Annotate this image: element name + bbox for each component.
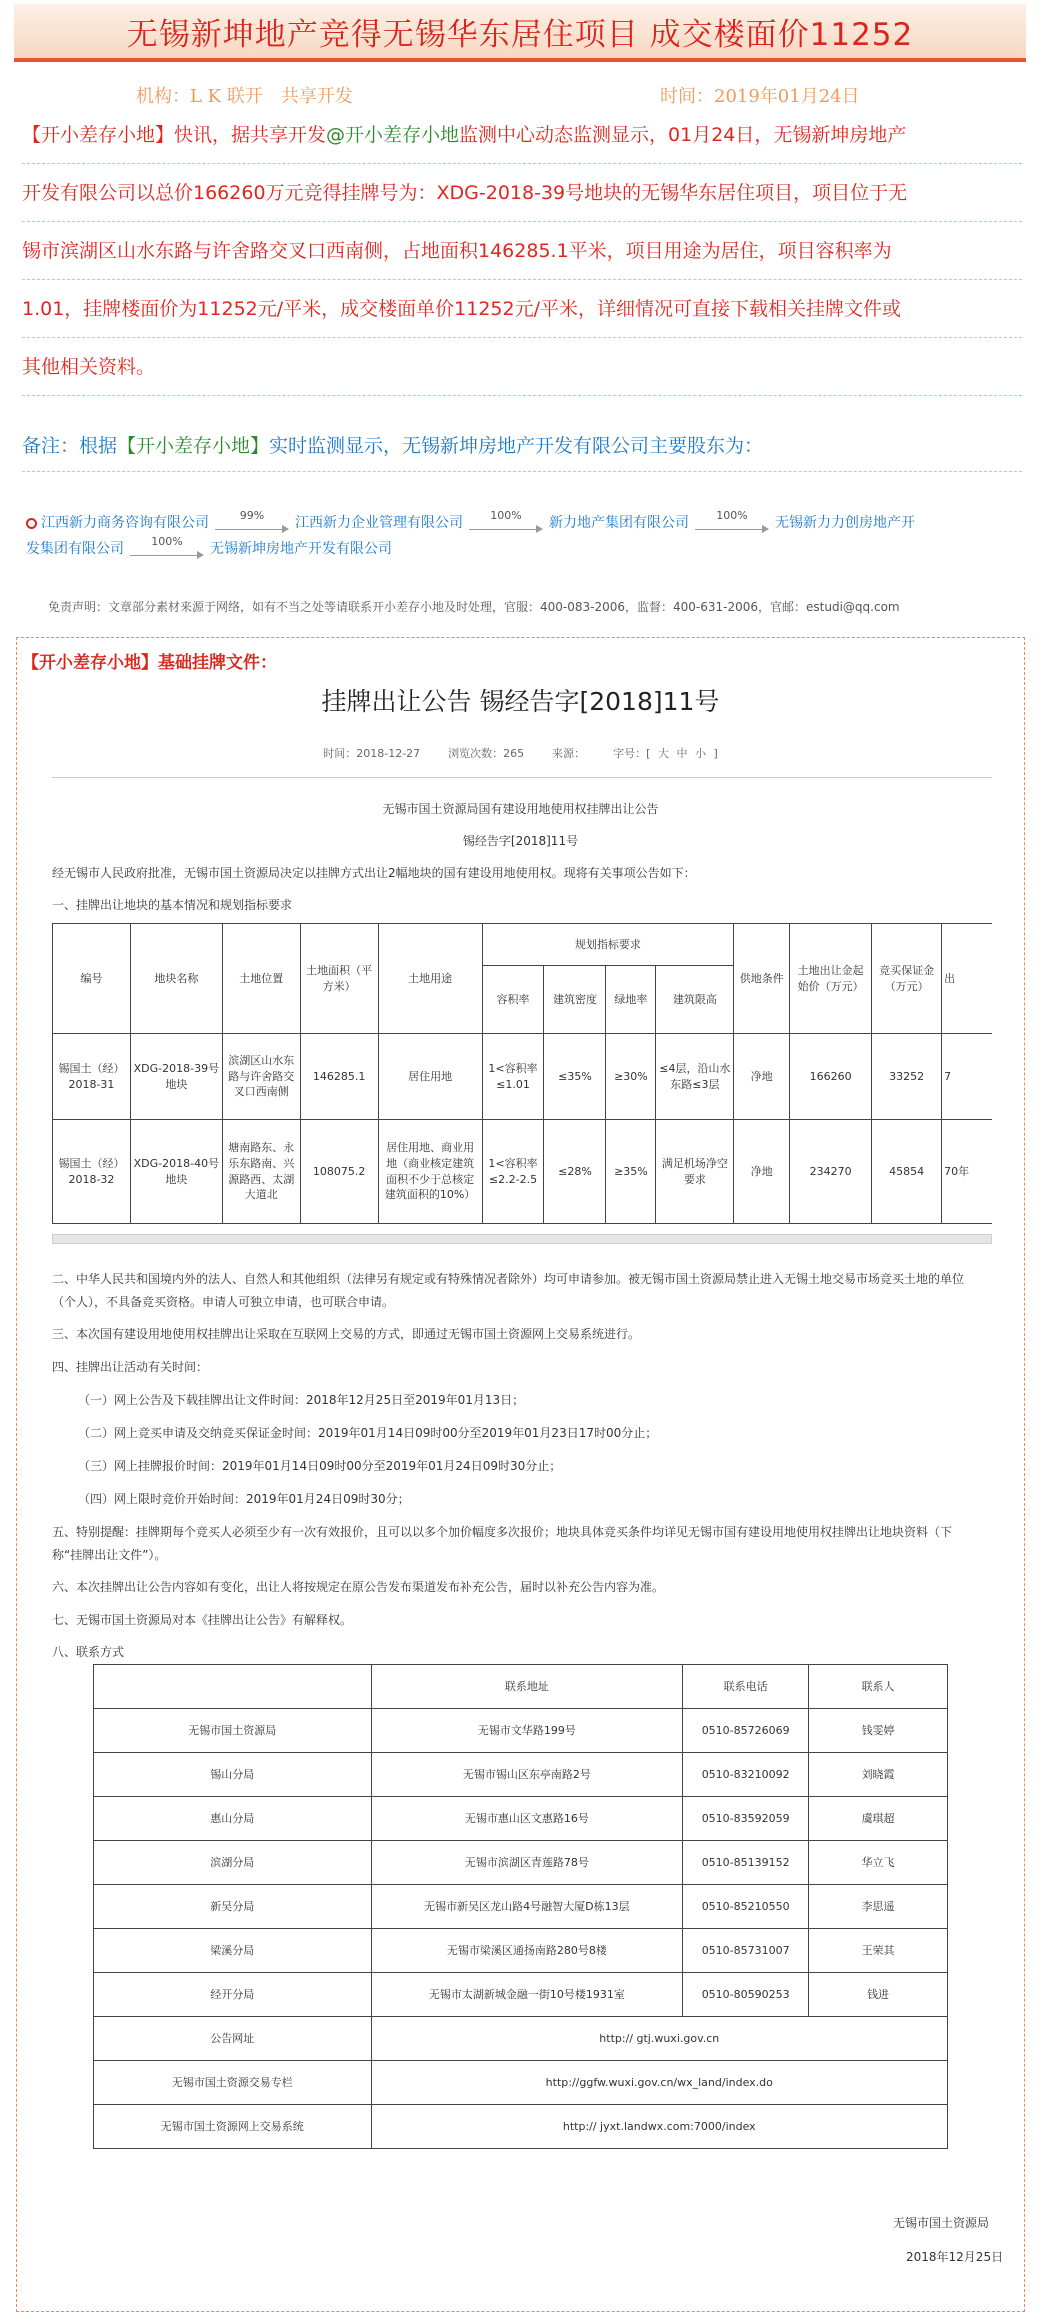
doc-views-label: 浏览次数：	[448, 747, 504, 760]
cell-start-price: 234270	[790, 1120, 872, 1224]
arrow-right-icon	[469, 508, 543, 530]
land-table	[52, 923, 992, 1224]
cell-area: 146285.1	[300, 1034, 378, 1120]
chain-company-link[interactable]: 新力地产集团有限公司	[549, 515, 689, 531]
section-text: 称“挂牌出让文件”）。	[52, 1548, 167, 1562]
chain-company-link[interactable]: 江西新力企业管理有限公司	[295, 515, 463, 531]
cell-green: ≥30%	[606, 1034, 656, 1120]
paragraph-line: 开发有限公司以总价166260万元竞得挂牌号为：XDG-2018-39号地块的无锡华东居住项目，项目位于无	[22, 164, 1022, 222]
paragraph-line	[22, 106, 1022, 164]
cell-green: ≥35%	[606, 1120, 656, 1224]
cell-phone: 0510-85726069	[683, 1709, 809, 1753]
cell-name: XDG-2018-39号地块	[130, 1034, 222, 1120]
signature-org: 无锡市国土资源局	[893, 2216, 990, 2230]
doc-subtitle-number: 锡经告字[2018]11号	[462, 834, 579, 848]
note-suffix: 实时监测显示，无锡新坤房地产开发有限公司主要股东为：	[269, 435, 764, 457]
shareholder-note	[22, 420, 1022, 472]
th-name: 地块名称	[130, 924, 222, 1034]
chain-company-link[interactable]: 无锡新坤房地产开发有限公司	[210, 541, 392, 557]
cell-org: 无锡市国土资源局	[94, 1709, 372, 1753]
cell-density: ≤35%	[544, 1034, 606, 1120]
font-size-selector[interactable]: 字号：[ 大 中 小 ]	[613, 747, 718, 760]
cell-phone: 0510-83592059	[683, 1797, 809, 1841]
doc-info-bar	[0, 745, 1041, 761]
table-row	[94, 2061, 948, 2105]
cell-phone: 0510-80590253	[683, 1973, 809, 2017]
th-location: 土地位置	[222, 924, 300, 1034]
timeline-item: （四）网上限时竞价开始时间：2019年01月24日09时30分；	[78, 1492, 410, 1506]
table-row	[94, 2105, 948, 2149]
cell-person: 李思遥	[809, 1885, 948, 1929]
banner-title: 无锡新坤地产竞得无锡华东居住项目 成交楼面价11252	[126, 16, 914, 53]
th-far: 容积率	[482, 966, 544, 1034]
cell-start-price: 166260	[790, 1034, 872, 1120]
cell-phone: 0510-83210092	[683, 1753, 809, 1797]
cell-phone: 0510-85210550	[683, 1885, 809, 1929]
title-banner	[14, 4, 1026, 62]
table-header-row	[94, 1665, 948, 1709]
paragraph-line: 1.01，挂牌楼面价为11252元/平米，成交楼面单价11252元/平米，详细情况可直接下载相关挂牌文件或	[22, 280, 1022, 338]
th-start-price: 土地出让金起始价（万元）	[790, 924, 872, 1034]
th-id: 编号	[53, 924, 131, 1034]
section-text: 六、本次挂牌出让公告内容如有变化，出让人将按规定在原公告发布渠道发布补充公告，届时以补充公告内容为准。	[52, 1580, 665, 1594]
cell-org: 锡山分局	[94, 1753, 372, 1797]
section-text: 四、挂牌出让活动有关时间：	[52, 1360, 209, 1374]
paragraph-text: 监测中心动态监测显示，01月24日，无锡新坤房地产	[459, 124, 907, 146]
cell-phone: 0510-85139152	[683, 1841, 809, 1885]
section-heading: 一、挂牌出让地块的基本情况和规划指标要求	[52, 898, 293, 912]
website-link[interactable]: http:// jyxt.landwx.com:7000/index	[371, 2105, 947, 2149]
arrow-right-icon	[695, 508, 769, 530]
brand-mention: @开小差存小地	[326, 124, 460, 146]
arrow-right-icon	[130, 534, 204, 556]
cell-person: 钱雯婷	[809, 1709, 948, 1753]
cell-org: 梁溪分局	[94, 1929, 372, 1973]
table-row	[53, 1034, 993, 1120]
section-text: （个人），不具备竞买资格。申请人可独立申请，也可联合申请。	[52, 1295, 395, 1309]
cell-height: ≤4层，沿山水东路≤3层	[656, 1034, 734, 1120]
disclaimer: 免责声明：文章部分素材来源于网络，如有不当之处等请联系开小差存小地及时处理，官服：400-083-2006，监督：400-631-2006，官邮：estudi@qq.com	[48, 600, 900, 614]
cell-name: XDG-2018-40号地块	[130, 1120, 222, 1224]
news-paragraph	[22, 106, 1022, 396]
doc-subtitle: 无锡市国土资源局国有建设用地使用权挂牌出让公告	[382, 802, 659, 816]
section-text: 五、特别提醒：挂牌期每个竞买人必须至少有一次有效报价，且可以以多个加价幅度多次报价；地块具体竞买条件均详见无锡市国有建设用地使用权挂牌出让地块资料（下	[52, 1525, 953, 1539]
cell-area: 108075.2	[300, 1120, 378, 1224]
cell-deposit: 33252	[872, 1034, 942, 1120]
table-row	[94, 1797, 948, 1841]
chain-company-link[interactable]: 无锡新力力创房地产开	[775, 515, 915, 531]
frame-title: 【开小差存小地】基础挂牌文件：	[22, 653, 277, 673]
share-percent: 100%	[716, 508, 748, 522]
cell-site-label: 无锡市国土资源交易专栏	[94, 2061, 372, 2105]
paragraph-text: 【开小差存小地】快讯，据共享开发	[22, 124, 327, 146]
target-icon	[26, 518, 37, 529]
cell-address: 无锡市梁溪区通扬南路280号8楼	[371, 1929, 683, 1973]
th-use: 土地用途	[378, 924, 482, 1034]
cell-use: 居住用地	[378, 1034, 482, 1120]
cell-site-label: 无锡市国土资源网上交易系统	[94, 2105, 372, 2149]
th-height: 建筑限高	[656, 966, 734, 1034]
cell-org: 滨湖分局	[94, 1841, 372, 1885]
cell-deposit: 45854	[872, 1120, 942, 1224]
th-area: 土地面积（平方米）	[300, 924, 378, 1034]
cell-phone: 0510-85731007	[683, 1929, 809, 1973]
meta-org: 机构：L K 联开 共享开发	[136, 86, 353, 107]
note-prefix: 备注：根据	[22, 435, 118, 457]
th-green: 绿地率	[606, 966, 656, 1034]
paragraph-line: 锡市滨湖区山水东路与许舍路交叉口西南侧，占地面积146285.1平米，项目用途为居住，项目容积率为	[22, 222, 1022, 280]
share-percent: 100%	[490, 508, 522, 522]
cell-use: 居住用地、商业用地（商业核定建筑面积不少于总核定建筑面积的10%）	[378, 1120, 482, 1224]
th-extra: 出	[942, 924, 992, 1034]
table-row	[94, 1709, 948, 1753]
cell-address: 无锡市文华路199号	[371, 1709, 683, 1753]
timeline-item: （三）网上挂牌报价时间：2019年01月14日09时00分至2019年01月24日09时30分止；	[78, 1459, 562, 1473]
cell-org: 经开分局	[94, 1973, 372, 2017]
th-plan: 规划指标要求	[482, 924, 734, 966]
share-percent: 100%	[151, 534, 183, 548]
th-person: 联系人	[809, 1665, 948, 1709]
cell-location: 滨湖区山水东路与许舍路交叉口西南侧	[222, 1034, 300, 1120]
cell-person: 钱进	[809, 1973, 948, 2017]
table-row	[94, 1885, 948, 1929]
section-text: 三、本次国有建设用地使用权挂牌出让采取在互联网上交易的方式，即通过无锡市国土资源网上交易系统进行。	[52, 1327, 641, 1341]
section-text: 二、中华人民共和国境内外的法人、自然人和其他组织（法律另有规定或有特殊情况者除外）均可申请参加。被无锡市国土资源局禁止进入无锡土地交易市场竞买土地的单位	[52, 1272, 965, 1286]
chain-company-link[interactable]: 发集团有限公司	[26, 541, 124, 557]
equity-chain-row	[26, 534, 1026, 558]
chain-company-link[interactable]: 江西新力商务咨询有限公司	[41, 515, 209, 531]
website-link[interactable]: http://ggfw.wuxi.gov.cn/wx_land/index.do	[371, 2061, 947, 2105]
th-density: 建筑密度	[544, 966, 606, 1034]
note-brand: 【开小差存小地】	[117, 435, 270, 457]
contact-table	[93, 1664, 948, 2149]
table-row	[94, 1753, 948, 1797]
th-address: 联系地址	[371, 1665, 683, 1709]
cell-supply: 净地	[734, 1120, 790, 1224]
cell-org: 新吴分局	[94, 1885, 372, 1929]
th-phone: 联系电话	[683, 1665, 809, 1709]
table-row	[53, 1120, 993, 1224]
cell-person: 华立飞	[809, 1841, 948, 1885]
table-row	[94, 1973, 948, 2017]
cell-far: 1<容积率≤2.2-2.5	[482, 1120, 544, 1224]
cell-location: 塘南路东、永乐东路南、兴源路西、太湖大道北	[222, 1120, 300, 1224]
cell-address: 无锡市锡山区东亭南路2号	[371, 1753, 683, 1797]
doc-title: 挂牌出让公告 锡经告字[2018]11号	[321, 687, 720, 716]
table-row	[94, 1929, 948, 1973]
cell-address: 无锡市惠山区文惠路16号	[371, 1797, 683, 1841]
table-scrollbar[interactable]	[52, 1234, 992, 1244]
signature-date: 2018年12月25日	[906, 2250, 1004, 2264]
cell-density: ≤28%	[544, 1120, 606, 1224]
cell-address: 无锡市新吴区龙山路4号融智大厦D栋13层	[371, 1885, 683, 1929]
cell-org: 惠山分局	[94, 1797, 372, 1841]
th-deposit: 竞买保证金（万元）	[872, 924, 942, 1034]
equity-chain-row	[26, 508, 1026, 532]
cell-person: 虞琪超	[809, 1797, 948, 1841]
th-blank	[94, 1665, 372, 1709]
cell-supply: 净地	[734, 1034, 790, 1120]
cell-id: 锡国土（经）2018-31	[53, 1034, 131, 1120]
doc-views-count: 265	[503, 747, 525, 760]
table-row	[94, 1841, 948, 1885]
website-link[interactable]: http:// gtj.wuxi.gov.cn	[371, 2017, 947, 2061]
timeline-item: （二）网上竞买申请及交纳竞买保证金时间：2019年01月14日09时00分至2019年01月23日17时00分止；	[78, 1426, 658, 1440]
timeline-item: （一）网上公告及下载挂牌出让文件时间：2018年12月25日至2019年01月13日；	[78, 1393, 525, 1407]
cell-person: 王荣其	[809, 1929, 948, 1973]
th-supply: 供地条件	[734, 924, 790, 1034]
cell-extra: 70年	[942, 1120, 992, 1224]
paragraph-line: 其他相关资料。	[22, 338, 1022, 396]
cell-id: 锡国土（经）2018-32	[53, 1120, 131, 1224]
cell-address: 无锡市滨湖区青莲路78号	[371, 1841, 683, 1885]
land-table-wrapper	[52, 923, 992, 1224]
section-text: 八、联系方式	[52, 1645, 125, 1659]
divider	[52, 777, 992, 778]
arrow-right-icon	[215, 508, 289, 530]
table-row	[94, 2017, 948, 2061]
cell-far: 1<容积率≤1.01	[482, 1034, 544, 1120]
doc-source: 来源：	[552, 747, 586, 760]
doc-intro: 经无锡市人民政府批准，无锡市国土资源局决定以挂牌方式出让2幅地块的国有建设用地使用权。现将有关事项公告如下：	[52, 866, 696, 880]
meta-time: 时间：2019年01月24日	[660, 86, 860, 107]
cell-height: 满足机场净空要求	[656, 1120, 734, 1224]
cell-person: 刘晓霞	[809, 1753, 948, 1797]
doc-time: 时间：2018-12-27	[323, 747, 421, 760]
cell-extra: 7	[942, 1034, 992, 1120]
section-text: 七、无锡市国土资源局对本《挂牌出让公告》有解释权。	[52, 1613, 353, 1627]
cell-site-label: 公告网址	[94, 2017, 372, 2061]
cell-address: 无锡市太湖新城金融一街10号楼1931室	[371, 1973, 683, 2017]
share-percent: 99%	[239, 508, 265, 522]
